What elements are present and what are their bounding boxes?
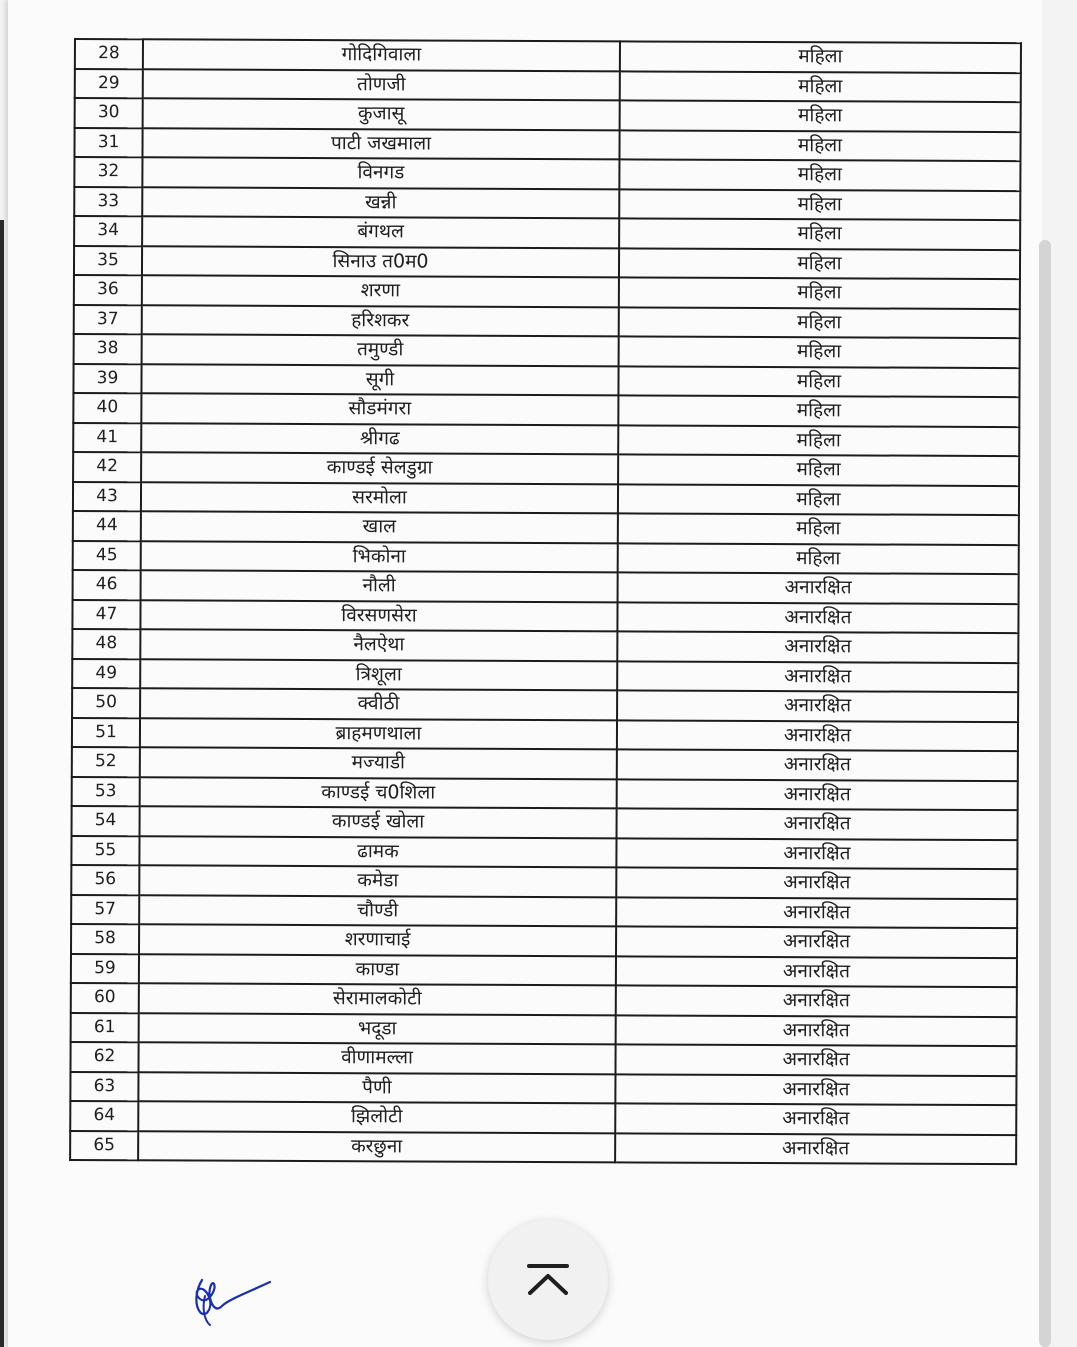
table-row: [72, 776, 1018, 810]
serial-number-cell: 35: [74, 246, 142, 276]
reservation-category-cell: अनारक्षित: [617, 720, 1018, 751]
village-name-cell: तमुण्डी: [142, 334, 619, 366]
village-name-cell: विनगड: [142, 157, 619, 189]
village-name-cell: मज्याडी: [140, 747, 617, 779]
serial-number-cell: 59: [71, 953, 139, 983]
table-row: [74, 157, 1020, 191]
serial-number-cell: 60: [71, 983, 139, 1013]
village-name-cell: झिलोटी: [138, 1101, 615, 1133]
table-row: [73, 364, 1019, 398]
table-row: [74, 275, 1020, 309]
village-name-cell: कुजासू: [143, 98, 620, 130]
serial-number-cell: 40: [73, 393, 141, 423]
serial-number-cell: 57: [71, 894, 139, 924]
reservation-category-cell: अनारक्षित: [617, 749, 1018, 780]
reservation-category-cell: अनारक्षित: [617, 631, 1018, 662]
village-name-cell: क्वीठी: [140, 688, 617, 720]
village-name-cell: पैणी: [138, 1072, 615, 1104]
table-row: [71, 983, 1017, 1017]
serial-number-cell: 58: [71, 924, 139, 954]
reservation-category-cell: महिला: [618, 366, 1019, 397]
reservation-category-cell: अनारक्षित: [616, 867, 1017, 898]
table-row: [71, 924, 1017, 958]
table-row: [72, 599, 1018, 633]
serial-number-cell: 28: [75, 39, 143, 69]
village-name-cell: ब्राहमणथाला: [140, 718, 617, 750]
reservation-category-cell: महिला: [618, 454, 1019, 485]
village-name-cell: सूगी: [141, 364, 618, 396]
village-name-cell: सरमोला: [141, 482, 618, 514]
serial-number-cell: 36: [74, 275, 142, 305]
reservation-category-cell: महिला: [620, 41, 1021, 72]
serial-number-cell: 32: [74, 157, 142, 187]
reservation-category-cell: महिला: [618, 395, 1019, 426]
serial-number-cell: 34: [74, 216, 142, 246]
serial-number-cell: 45: [73, 540, 141, 570]
table-row: [72, 688, 1018, 722]
village-name-cell: श्रीगढ: [141, 423, 618, 455]
table-row: [71, 865, 1017, 899]
table-row: [71, 1012, 1017, 1046]
reservation-category-cell: महिला: [618, 484, 1019, 515]
village-name-cell: पाटी जखमाला: [142, 128, 619, 160]
village-name-cell: काण्डई खोला: [140, 806, 617, 838]
serial-number-cell: 50: [72, 688, 140, 718]
scanned-page: [8, 0, 1042, 1347]
table-row: [73, 482, 1019, 516]
reservation-category-cell: अनारक्षित: [616, 985, 1017, 1016]
reservation-category-cell: महिला: [619, 159, 1020, 190]
village-name-cell: काण्डई सेलडुग्रा: [141, 452, 618, 484]
reservation-category-cell: अनारक्षित: [617, 661, 1018, 692]
serial-number-cell: 29: [75, 69, 143, 99]
serial-number-cell: 47: [72, 599, 140, 629]
village-name-cell: करछुना: [138, 1131, 615, 1163]
reservation-category-cell: महिला: [620, 71, 1021, 102]
serial-number-cell: 37: [74, 305, 142, 335]
reservation-category-cell: महिला: [619, 130, 1020, 161]
vertical-scrollbar[interactable]: [1039, 240, 1051, 1347]
scroll-to-top-button[interactable]: [488, 1220, 608, 1340]
village-name-cell: हरिशकर: [142, 305, 619, 337]
table-body: [70, 39, 1021, 1164]
table-row: [74, 216, 1020, 250]
village-name-cell: ढामक: [139, 836, 616, 868]
table-row: [75, 69, 1021, 103]
reservation-category-cell: महिला: [619, 277, 1020, 308]
village-name-cell: विरसणसेरा: [140, 600, 617, 632]
table-row: [70, 1101, 1016, 1135]
table-row: [73, 452, 1019, 486]
table-row: [74, 246, 1020, 280]
village-name-cell: नैलऐथा: [140, 629, 617, 661]
table-row: [72, 717, 1018, 751]
reservation-category-cell: अनारक्षित: [617, 602, 1018, 633]
table-row: [72, 747, 1018, 781]
table-row: [72, 658, 1018, 692]
table-row: [71, 835, 1017, 869]
table-row: [73, 423, 1019, 457]
village-name-cell: काण्डा: [139, 954, 616, 986]
village-name-cell: तोणजी: [143, 69, 620, 101]
serial-number-cell: 42: [73, 452, 141, 482]
serial-number-cell: 63: [70, 1071, 138, 1101]
table-row: [70, 1130, 1016, 1164]
reservation-category-cell: महिला: [619, 307, 1020, 338]
reservation-table-wrapper: [69, 38, 1022, 1165]
serial-number-cell: 53: [72, 776, 140, 806]
table-row: [71, 894, 1017, 928]
table-row: [73, 511, 1019, 545]
reservation-category-cell: अनारक्षित: [615, 1044, 1016, 1075]
serial-number-cell: 52: [72, 747, 140, 777]
village-name-cell: बंगथल: [142, 216, 619, 248]
reservation-category-cell: महिला: [619, 189, 1020, 220]
serial-number-cell: 48: [72, 629, 140, 659]
serial-number-cell: 62: [70, 1042, 138, 1072]
table-row: [74, 334, 1020, 368]
serial-number-cell: 65: [70, 1130, 138, 1160]
village-name-cell: काण्डई च0शिला: [140, 777, 617, 809]
serial-number-cell: 43: [73, 482, 141, 512]
table-row: [75, 98, 1021, 132]
table-row: [71, 953, 1017, 987]
village-name-cell: खाल: [141, 511, 618, 543]
table-row: [72, 806, 1018, 840]
reservation-category-cell: अनारक्षित: [617, 690, 1018, 721]
reservation-category-cell: महिला: [618, 543, 1019, 574]
serial-number-cell: 30: [75, 98, 143, 128]
reservation-category-cell: महिला: [619, 218, 1020, 249]
serial-number-cell: 31: [74, 128, 142, 158]
reservation-category-cell: महिला: [618, 425, 1019, 456]
table-row: [75, 39, 1021, 73]
table-row: [73, 393, 1019, 427]
serial-number-cell: 49: [72, 658, 140, 688]
serial-number-cell: 44: [73, 511, 141, 541]
serial-number-cell: 39: [73, 364, 141, 394]
table-row: [73, 570, 1019, 604]
reservation-category-cell: अनारक्षित: [616, 838, 1017, 869]
serial-number-cell: 61: [71, 1012, 139, 1042]
serial-number-cell: 64: [70, 1101, 138, 1131]
village-name-cell: सौडमंगरा: [141, 393, 618, 425]
table-row: [72, 629, 1018, 663]
reservation-category-cell: अनारक्षित: [615, 1103, 1016, 1134]
table-row: [74, 187, 1020, 221]
reservation-category-cell: महिला: [619, 336, 1020, 367]
reservation-category-cell: अनारक्षित: [615, 1074, 1016, 1105]
serial-number-cell: 38: [74, 334, 142, 364]
table-row: [73, 540, 1019, 574]
table-row: [70, 1071, 1016, 1105]
serial-number-cell: 55: [71, 835, 139, 865]
table-row: [74, 305, 1020, 339]
village-name-cell: शरणाचाई: [139, 924, 616, 956]
village-name-cell: सिनाउ त0म0: [142, 246, 619, 278]
reservation-category-cell: अनारक्षित: [618, 572, 1019, 603]
serial-number-cell: 41: [73, 423, 141, 453]
village-name-cell: त्रिशूला: [140, 659, 617, 691]
reservation-category-cell: अनारक्षित: [616, 1015, 1017, 1046]
village-name-cell: भिकोना: [141, 541, 618, 573]
serial-number-cell: 33: [74, 187, 142, 217]
serial-number-cell: 46: [73, 570, 141, 600]
serial-number-cell: 54: [72, 806, 140, 836]
signature-icon: [188, 1262, 283, 1332]
serial-number-cell: 51: [72, 717, 140, 747]
reservation-category-cell: अनारक्षित: [615, 1133, 1016, 1164]
village-name-cell: भदूडा: [139, 1013, 616, 1045]
village-name-cell: नौली: [141, 570, 618, 602]
reservation-table: [69, 38, 1022, 1165]
village-name-cell: कमेडा: [139, 865, 616, 897]
village-name-cell: शरणा: [142, 275, 619, 307]
reservation-category-cell: महिला: [620, 100, 1021, 131]
village-name-cell: सेरामालकोटी: [139, 983, 616, 1015]
village-name-cell: वीणामल्ला: [138, 1042, 615, 1074]
reservation-category-cell: अनारक्षित: [616, 897, 1017, 928]
scrollbar-thumb[interactable]: [1039, 240, 1051, 1347]
reservation-category-cell: अनारक्षित: [617, 779, 1018, 810]
reservation-category-cell: महिला: [618, 513, 1019, 544]
reservation-category-cell: अनारक्षित: [616, 926, 1017, 957]
chevron-up-icon: [524, 1263, 572, 1297]
table-row: [74, 128, 1020, 162]
serial-number-cell: 56: [71, 865, 139, 895]
village-name-cell: खन्नी: [142, 187, 619, 219]
table-row: [70, 1042, 1016, 1076]
village-name-cell: गोदिगिवाला: [143, 39, 620, 71]
reservation-category-cell: अनारक्षित: [616, 956, 1017, 987]
reservation-category-cell: महिला: [619, 248, 1020, 279]
reservation-category-cell: अनारक्षित: [617, 808, 1018, 839]
page-edge: [0, 220, 4, 1347]
village-name-cell: चौण्डी: [139, 895, 616, 927]
